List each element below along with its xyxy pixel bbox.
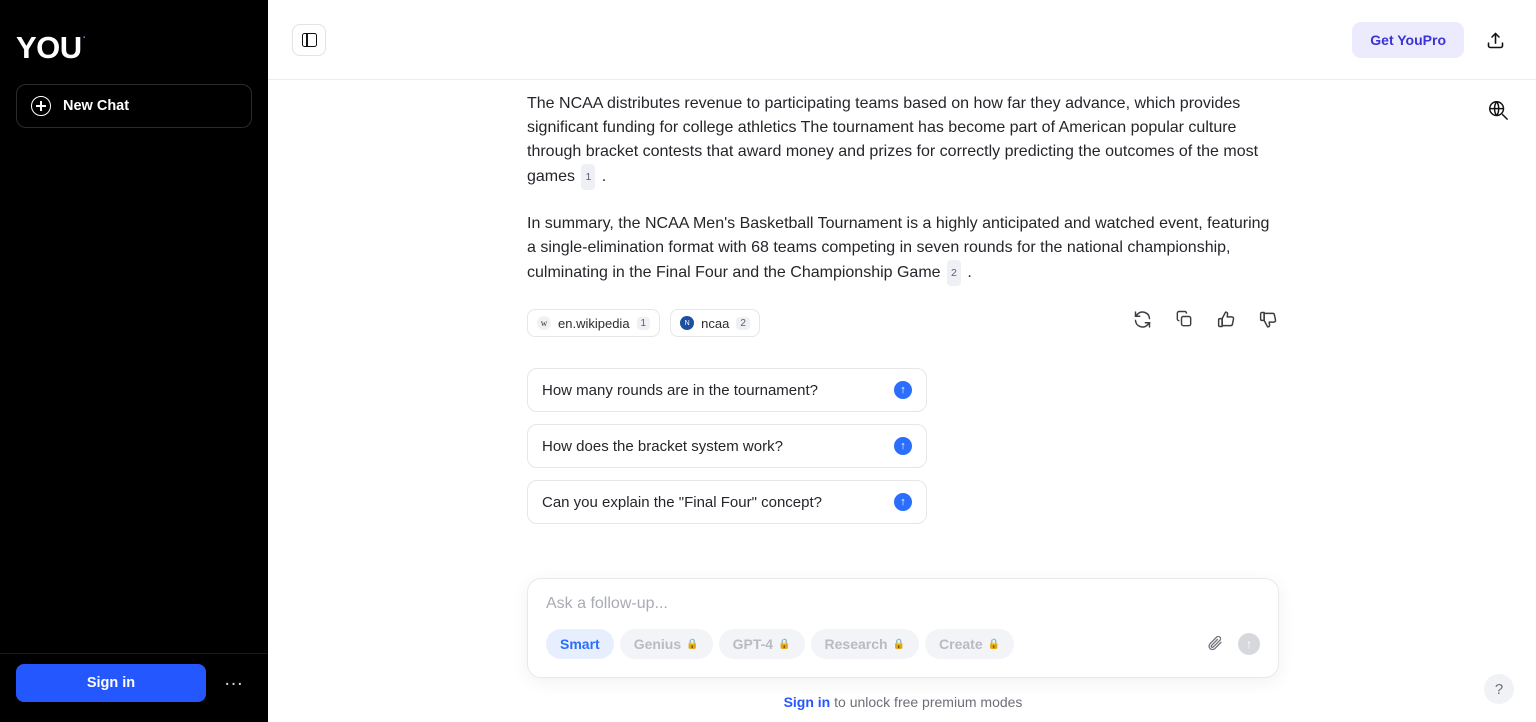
copy-button[interactable] [1173,308,1195,330]
sidebar-more-button[interactable] [216,665,252,701]
copy-icon [1174,309,1194,329]
mode-genius[interactable] [620,629,713,659]
panel-toggle-icon [302,33,317,47]
citation-badge[interactable]: 1 [581,164,595,190]
lock-icon: 🔒 [892,638,906,650]
citation-badge[interactable]: 2 [947,260,961,286]
source-chip[interactable] [670,309,760,337]
lock-icon: 🔒 [686,638,699,650]
sidebar-history-empty [0,128,268,664]
sidebar-signin-button[interactable] [16,664,206,702]
plus-circle-icon [31,96,51,116]
new-chat-button[interactable] [16,84,252,128]
followup-arrow-icon: ↑ [894,381,912,399]
source-chip[interactable] [527,309,660,337]
help-label: ? [1494,680,1504,698]
get-youpro-button[interactable] [1352,22,1464,58]
followup-label: Can you explain the "Final Four" concept? [542,493,822,511]
followup-label: How does the bracket system work? [542,437,783,455]
lock-icon: 🔒 [778,638,791,650]
followup-suggestions [527,368,927,524]
wikipedia-favicon-icon: w [537,316,551,330]
conversation [527,92,1279,524]
sidebar-divider [0,653,268,654]
composer [527,578,1279,678]
mode-selector [546,629,1260,659]
mode-create-label: Create [939,636,983,652]
logo[interactable] [0,0,268,72]
sidebar-toggle-button[interactable] [292,24,326,56]
send-button[interactable] [1238,633,1260,655]
regenerate-button[interactable] [1131,308,1153,330]
thumbs-down-button[interactable] [1257,308,1279,330]
mode-research-label: Research [824,636,888,652]
source-label: ncaa [701,315,730,331]
sidebar-signin-label: Sign in [86,675,136,691]
regenerate-icon [1132,309,1153,330]
mode-smart[interactable] [546,629,614,659]
followup-item[interactable] [527,424,927,468]
sidebar-footer [0,664,268,722]
mode-gpt4[interactable] [719,629,805,659]
footer-signin-link[interactable]: Sign in [783,694,831,710]
paperclip-icon [1206,633,1224,651]
share-icon [1485,30,1506,51]
get-youpro-label: Get YouPro [1370,32,1446,48]
sidebar-more-label: … [223,667,245,690]
unlock-text: to unlock free premium modes [830,694,1023,710]
composer-actions [1206,633,1260,656]
answer-actions [1131,308,1279,330]
lock-icon: 🔒 [987,638,1001,650]
paragraph-text-after: . [601,168,607,185]
globe-search-icon [1487,99,1509,121]
thumbs-down-icon [1258,309,1279,330]
followup-item[interactable] [527,480,927,524]
followup-arrow-icon: ↑ [894,437,912,455]
share-button[interactable] [1478,23,1512,57]
logo-text: YOU [16,29,82,65]
unlock-premium-note [527,694,1279,710]
followup-arrow-icon: ↑ [894,493,912,511]
help-button[interactable] [1484,674,1514,704]
source-index: 1 [637,317,651,330]
followup-item[interactable] [527,368,927,412]
paragraph-text-after: . [967,264,972,281]
paragraph-text: The NCAA distributes revenue to participating teams based on how far they advance, which provides significant funding for college athletics The tournament has become part of American popular culture through bracket contests that award money and prizes for correctly predicting the outcomes of the most games [527,95,1259,185]
answer-paragraph [527,92,1279,190]
source-index: 2 [736,317,750,330]
followup-label: How many rounds are in the tournament? [542,381,818,399]
mode-smart-label: Smart [560,636,600,652]
answer-paragraph [527,212,1279,286]
thumbs-up-icon [1216,309,1237,330]
thumbs-up-button[interactable] [1215,308,1237,330]
mode-research[interactable] [811,629,920,659]
sidebar [0,0,268,722]
top-bar-right [1352,22,1512,58]
mode-gpt4-label: GPT-4 [732,636,774,652]
paragraph-text: In summary, the NCAA Men's Basketball Tournament is a highly anticipated and watched event, featuring a single-elimination format with 68 teams competing in seven rounds for the national championship, culminating in the Final Four and the Championship Game [527,215,1270,281]
send-arrow-icon: ↑ [1246,637,1252,651]
web-search-toggle[interactable] [1484,96,1512,124]
top-bar [268,0,1536,80]
attach-file-button[interactable] [1206,633,1224,656]
mode-create[interactable] [925,629,1014,659]
top-bar-divider [268,79,1536,80]
ncaa-favicon-icon: N [680,316,694,330]
mode-genius-label: Genius [633,636,682,652]
new-chat-label: New Chat [63,98,130,114]
main-area [268,0,1536,722]
logo-superscript: · [82,31,86,44]
source-label: en.wikipedia [558,315,630,331]
search-input[interactable] [546,595,1260,613]
sources-and-actions [527,308,1279,338]
